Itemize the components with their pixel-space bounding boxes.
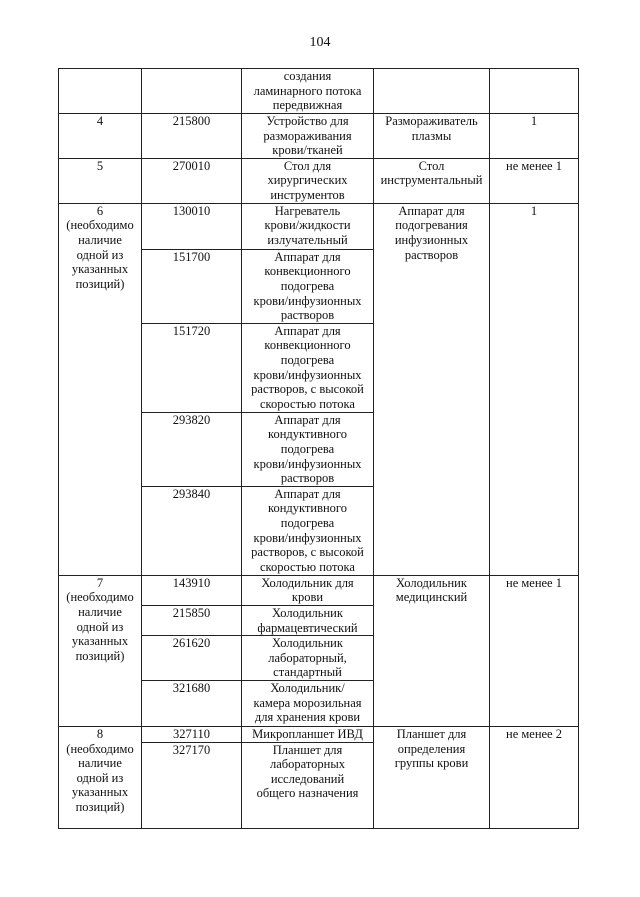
table-row bbox=[59, 158, 579, 203]
type-line: Аппарат для bbox=[398, 203, 465, 218]
table-row bbox=[59, 203, 579, 249]
name-line: подогрева bbox=[280, 278, 335, 293]
name-line: растворов, с высокой bbox=[251, 545, 364, 560]
name-line: растворов bbox=[280, 471, 335, 486]
type-line: Планшет для bbox=[396, 726, 467, 741]
type-line: плазмы bbox=[411, 128, 452, 143]
name-line: Аппарат для bbox=[274, 486, 341, 501]
name-cell bbox=[242, 575, 374, 605]
name-line: общего назначения bbox=[256, 786, 359, 801]
name-line: Холодильник для bbox=[261, 575, 354, 590]
group-line: наличие bbox=[78, 604, 122, 619]
name-cell bbox=[242, 158, 374, 203]
table-row bbox=[59, 575, 579, 605]
group-line: наличие bbox=[78, 756, 122, 771]
code-cell: 215850 bbox=[142, 605, 242, 635]
name-cell bbox=[242, 249, 374, 323]
group-line: позиций) bbox=[75, 648, 125, 663]
name-line: растворов bbox=[280, 308, 335, 323]
name-line: крови/инфузионных bbox=[253, 367, 362, 382]
quantity-cell: не менее 1 bbox=[490, 575, 579, 726]
type-cell bbox=[374, 203, 490, 575]
code-cell: 293840 bbox=[142, 486, 242, 575]
name-line: крови/жидкости bbox=[264, 218, 351, 233]
name-line: ламинарного потока bbox=[253, 83, 362, 98]
name-line: растворов, с высокой bbox=[251, 382, 364, 397]
quantity-cell: не менее 2 bbox=[490, 726, 579, 828]
code-cell bbox=[142, 69, 242, 114]
name-line: создания bbox=[283, 69, 332, 83]
name-line: Холодильник/ bbox=[270, 680, 345, 695]
name-line: лабораторный, bbox=[268, 650, 347, 665]
name-cell bbox=[242, 69, 374, 114]
group-number-cell bbox=[59, 575, 142, 726]
name-line: Устройство для bbox=[266, 114, 349, 128]
name-cell bbox=[242, 680, 374, 726]
name-line: Микропланшет ИВД bbox=[252, 726, 363, 741]
name-cell bbox=[242, 726, 374, 742]
type-cell bbox=[374, 69, 490, 114]
name-line: скоростью потока bbox=[260, 559, 355, 574]
code-cell: 293820 bbox=[142, 412, 242, 486]
group-line: одной из bbox=[76, 619, 124, 634]
code-cell: 261620 bbox=[142, 636, 242, 681]
name-cell bbox=[242, 412, 374, 486]
group-line: (необходимо bbox=[66, 741, 134, 756]
name-line: крови/тканей bbox=[272, 143, 343, 158]
page-number: 104 bbox=[309, 35, 331, 50]
name-line: излучательный bbox=[267, 232, 348, 247]
name-line: лабораторных bbox=[269, 757, 345, 772]
group-line: позиций) bbox=[75, 276, 125, 291]
table-row bbox=[59, 69, 579, 114]
group-line: одной из bbox=[76, 770, 124, 785]
name-line: Холодильник bbox=[272, 605, 343, 620]
code-cell: 151700 bbox=[142, 249, 242, 323]
group-line: указанных bbox=[71, 634, 129, 649]
group-line: позиций) bbox=[75, 799, 125, 814]
name-line: инструментов bbox=[270, 187, 345, 202]
name-line: скоростью потока bbox=[260, 396, 355, 411]
code-cell: 130010 bbox=[142, 203, 242, 249]
group-line: 8 bbox=[96, 726, 104, 741]
name-cell bbox=[242, 636, 374, 681]
type-line: растворов bbox=[404, 247, 459, 262]
type-line: инфузионных bbox=[394, 232, 469, 247]
group-number-cell bbox=[59, 203, 142, 575]
quantity-cell bbox=[490, 69, 579, 114]
type-line: определения bbox=[397, 741, 466, 756]
type-line: инструментальный bbox=[380, 173, 483, 188]
group-line: 6 bbox=[96, 203, 104, 218]
group-number-cell bbox=[59, 114, 142, 159]
type-line: Стол bbox=[418, 158, 445, 173]
name-line: Аппарат для bbox=[274, 323, 341, 338]
name-line: Аппарат для bbox=[274, 412, 341, 427]
name-line: кондуктивного bbox=[268, 427, 347, 442]
name-line: хирургических bbox=[267, 173, 348, 188]
quantity-cell: не менее 1 bbox=[490, 158, 579, 203]
group-number-cell bbox=[59, 158, 142, 203]
group-number-cell bbox=[59, 69, 142, 114]
name-line: крови bbox=[291, 590, 324, 605]
code-cell: 270010 bbox=[142, 158, 242, 203]
group-number-cell bbox=[59, 726, 142, 828]
name-line: передвижная bbox=[272, 98, 343, 113]
name-line: Планшет для bbox=[272, 742, 343, 757]
table-row bbox=[59, 114, 579, 159]
type-line: Размораживатель bbox=[385, 114, 478, 128]
name-line: Холодильник bbox=[272, 636, 343, 651]
group-line: (необходимо bbox=[66, 590, 134, 605]
name-line: камера морозильная bbox=[253, 695, 362, 710]
code-cell: 327170 bbox=[142, 742, 242, 828]
code-cell: 321680 bbox=[142, 680, 242, 726]
name-line: крови/инфузионных bbox=[253, 530, 362, 545]
code-cell: 151720 bbox=[142, 323, 242, 412]
type-cell bbox=[374, 114, 490, 159]
type-cell bbox=[374, 575, 490, 726]
name-line: Нагреватель bbox=[274, 203, 341, 218]
name-line: подогрева bbox=[280, 515, 335, 530]
name-line: крови/инфузионных bbox=[253, 293, 362, 308]
name-line: крови/инфузионных bbox=[253, 456, 362, 471]
name-line: фармацевтический bbox=[257, 620, 358, 635]
quantity-cell: 1 bbox=[490, 203, 579, 575]
table-row bbox=[59, 726, 579, 742]
name-cell bbox=[242, 203, 374, 249]
name-line: подогрева bbox=[280, 352, 335, 367]
name-line: размораживания bbox=[263, 128, 352, 143]
quantity-cell: 1 bbox=[490, 114, 579, 159]
type-line: Холодильник bbox=[396, 575, 467, 590]
name-cell bbox=[242, 486, 374, 575]
code-cell: 327110 bbox=[142, 726, 242, 742]
group-line: наличие bbox=[78, 232, 122, 247]
name-line: исследований bbox=[270, 771, 345, 786]
group-line: 7 bbox=[96, 575, 104, 590]
name-cell bbox=[242, 323, 374, 412]
group-line: указанных bbox=[71, 785, 129, 800]
name-line: стандартный bbox=[273, 665, 342, 680]
name-cell bbox=[242, 114, 374, 159]
name-cell bbox=[242, 605, 374, 635]
type-cell bbox=[374, 158, 490, 203]
code-cell: 215800 bbox=[142, 114, 242, 159]
group-line: (необходимо bbox=[66, 218, 134, 233]
group-line: указанных bbox=[71, 262, 129, 277]
group-line: одной из bbox=[76, 247, 124, 262]
name-line: кондуктивного bbox=[268, 501, 347, 516]
name-line: Аппарат для bbox=[274, 249, 341, 264]
type-line: группы крови bbox=[394, 756, 469, 771]
equipment-table bbox=[58, 68, 579, 829]
name-line: конвекционного bbox=[264, 264, 351, 279]
type-line: медицинский bbox=[395, 590, 468, 605]
group-line: 5 bbox=[96, 158, 104, 173]
type-line: подогревания bbox=[395, 218, 468, 233]
name-line: конвекционного bbox=[264, 338, 351, 353]
type-cell bbox=[374, 726, 490, 828]
name-line: подогрева bbox=[280, 441, 335, 456]
name-cell bbox=[242, 742, 374, 828]
name-line: Стол для bbox=[283, 158, 332, 173]
name-line: для хранения крови bbox=[254, 710, 361, 725]
group-line: 4 bbox=[96, 114, 104, 128]
code-cell: 143910 bbox=[142, 575, 242, 605]
